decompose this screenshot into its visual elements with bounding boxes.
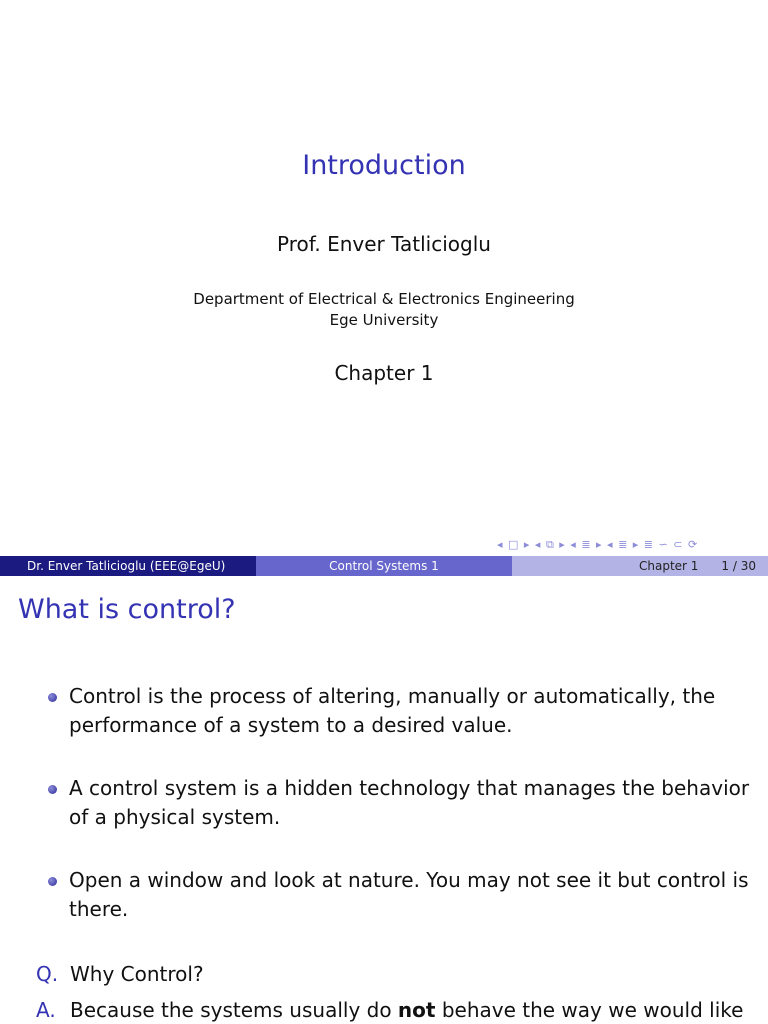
footer-right — [512, 556, 768, 576]
bullet-icon — [48, 785, 57, 794]
bullet-list — [48, 682, 758, 958]
footer-course-title: Control Systems 1 — [256, 556, 512, 576]
footer-author: Dr. Enver Tatlicioglu (EEE@EgeU) — [0, 556, 256, 576]
answer-text-end: behave the way we would like — [435, 998, 744, 1022]
question-text: Why Control? — [70, 962, 204, 986]
content-slide — [0, 576, 768, 1024]
bullet-text: Control is the process of altering, manually or automatically, the performance of a system to a desired value. — [69, 684, 716, 737]
presentation-title: Introduction — [302, 150, 466, 181]
slide-title: What is control? — [18, 594, 236, 625]
bullet-text: A control system is a hidden technology that manages the behavior of a physical system. — [69, 776, 750, 829]
bullet-item — [48, 866, 758, 924]
answer-line — [36, 996, 756, 1024]
university-name: Ege University — [329, 311, 439, 329]
bullet-icon — [48, 877, 57, 886]
question-label: Q. — [36, 962, 59, 986]
question-line — [36, 960, 756, 988]
bullet-icon — [48, 693, 57, 702]
footer-page-number: 1 / 30 — [721, 559, 756, 573]
bullet-text: Open a window and look at nature. You may not see it but control is there. — [69, 868, 749, 921]
answer-label: A. — [36, 998, 56, 1022]
answer-text-start: Because the systems usually do — [70, 998, 398, 1022]
beamer-navigation-icons[interactable]: ◂ □ ▸ ◂ ⧉ ▸ ◂ ≣ ▸ ◂ ≣ ▸ ≣ ∽ ⊂ ⟳ — [497, 538, 699, 551]
bullet-item — [48, 774, 758, 832]
slide-footer — [0, 556, 768, 576]
bullet-item — [48, 682, 758, 740]
author-name: Prof. Enver Tatlicioglu — [277, 232, 491, 256]
chapter-label: Chapter 1 — [334, 361, 434, 385]
footer-chapter: Chapter 1 — [639, 559, 699, 573]
answer-emphasis: not — [397, 998, 436, 1022]
department-name: Department of Electrical & Electronics Engineering — [193, 290, 575, 308]
institution — [0, 289, 768, 331]
